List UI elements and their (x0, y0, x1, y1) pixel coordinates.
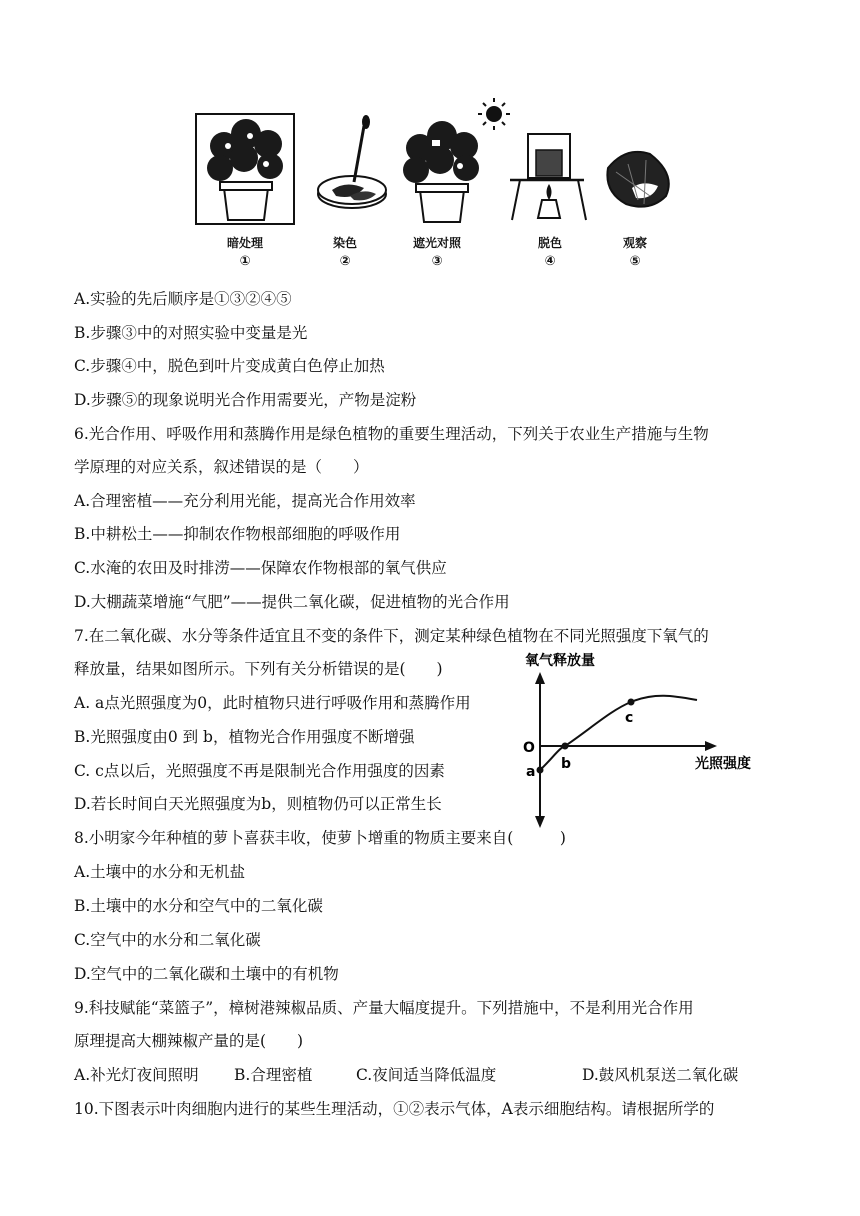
q8-option-c: C.空气中的水分和二氧化碳 (74, 931, 261, 949)
experiment-diagram (180, 96, 700, 246)
point-b (562, 743, 569, 750)
x-axis-label: 光照强度 (695, 756, 751, 772)
step-number-5: ⑤ (629, 254, 641, 269)
x-axis-arrow (705, 741, 717, 751)
q8-option-a: A.土壤中的水分和无机盐 (74, 863, 246, 881)
q5-option-d: D.步骤⑤的现象说明光合作用需要光，产物是淀粉 (74, 391, 417, 409)
q7-stem-line2: 释放量，结果如图所示。下列有关分析错误的是( ) (74, 660, 443, 678)
q6-stem-line1: 6.光合作用、呼吸作用和蒸腾作用是绿色植物的重要生理活动，下列关于农业生产措施与生物 (74, 425, 709, 443)
shading-figure (403, 98, 510, 222)
q9-stem-line2: 原理提高大棚辣椒产量的是( ) (74, 1032, 304, 1050)
point-a-label: a (526, 764, 536, 780)
q7-stem-line1: 7.在二氧化碳、水分等条件适宜且不变的条件下，测定某种绿色植物在不同光照强度下氧气的 (74, 627, 709, 645)
point-b-label: b (561, 756, 572, 772)
point-a (537, 767, 544, 774)
q9-option-a: A.补光灯夜间照明 (74, 1066, 199, 1084)
q9-option-b: B.合理密植 (234, 1066, 313, 1084)
q5-option-c: C.步骤④中，脱色到叶片变成黄白色停止加热 (74, 357, 385, 375)
q7-option-a: A. a点光照强度为0，此时植物只进行呼吸作用和蒸腾作用 (74, 694, 471, 712)
q6-option-d: D.大棚蔬菜增施“气肥”——提供二氧化碳，促进植物的光合作用 (74, 593, 510, 611)
q6-option-b: B.中耕松土——抑制农作物根部细胞的呼吸作用 (74, 525, 401, 543)
q7-option-c: C. c点以后，光照强度不再是限制光合作用强度的因素 (74, 762, 445, 780)
q8-option-d: D.空气中的二氧化碳和土壤中的有机物 (74, 965, 339, 983)
q9-stem-line1: 9.科技赋能“菜篮子”，樟树港辣椒品质、产量大幅度提升。下列措施中，不是利用光合作用 (74, 999, 694, 1017)
step-number-1: ① (239, 254, 251, 269)
step-label-decolorization: 脱色 (537, 236, 562, 250)
q9-option-c: C.夜间适当降低温度 (356, 1066, 497, 1084)
q7-option-b: B.光照强度由0 到 b，植物光合作用强度不断增强 (74, 728, 415, 746)
step-label-dark-treatment: 暗处理 (226, 236, 263, 250)
q5-option-a: A.实验的先后顺序是①③②④⑤ (74, 290, 292, 308)
dark-treatment-figure (196, 114, 294, 224)
point-c (628, 699, 635, 706)
origin-label: O (523, 740, 535, 756)
step-number-2: ② (339, 254, 351, 269)
observation-figure (607, 152, 668, 207)
decolorization-figure (510, 134, 586, 220)
staining-figure (318, 115, 386, 208)
q7-option-d: D.若长时间白天光照强度为b，则植物仍可以正常生长 (74, 795, 442, 813)
q6-option-a: A.合理密植——充分利用光能，提高光合作用效率 (74, 492, 416, 510)
step-number-4: ④ (544, 254, 556, 269)
q8-stem: 8.小明家今年种植的萝卜喜获丰收，使萝卜增重的物质主要来自( ) (74, 829, 566, 847)
q6-option-c: C.水淹的农田及时排涝——保障农作物根部的氧气供应 (74, 559, 447, 577)
step-label-observation: 观察 (622, 236, 647, 250)
step-number-3: ③ (431, 254, 443, 269)
step-label-shading: 遮光对照 (412, 236, 461, 250)
y-axis-arrow (535, 672, 545, 684)
q9-option-d: D.鼓风机泵送二氧化碳 (582, 1066, 739, 1084)
point-c-label: c (625, 710, 634, 726)
q6-stem-line2: 学原理的对应关系，叙述错误的是（ ） (74, 458, 369, 476)
oxygen-release-chart (515, 648, 775, 830)
q8-option-b: B.土壤中的水分和空气中的二氧化碳 (74, 897, 323, 915)
y-axis-label: 氧气释放量 (525, 653, 595, 669)
step-label-staining: 染色 (332, 236, 357, 250)
q10-stem-line1: 10.下图表示叶肉细胞内进行的某些生理活动，①②表示气体，A表示细胞结构。请根据所学的 (74, 1100, 715, 1118)
q5-option-b: B.步骤③中的对照实验中变量是光 (74, 324, 308, 342)
